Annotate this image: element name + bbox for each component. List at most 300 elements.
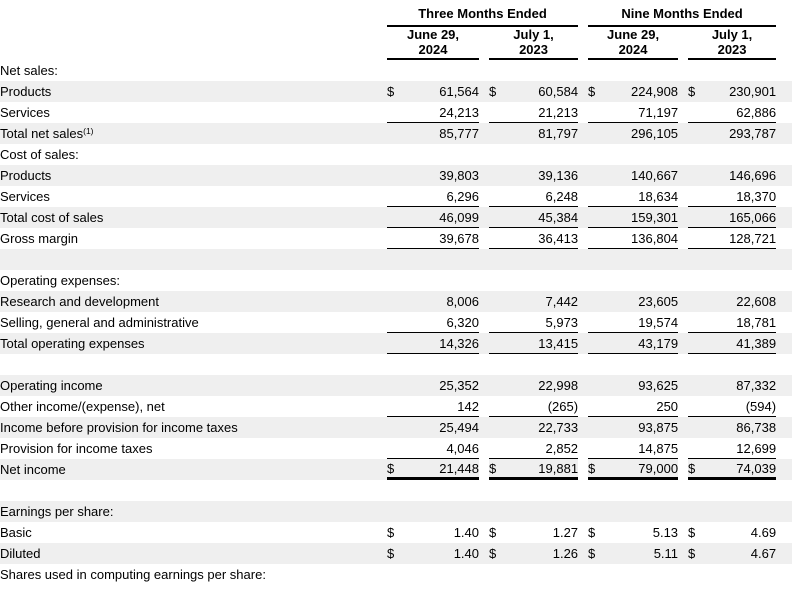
amount-cell: 43,179 xyxy=(604,333,678,354)
table-row xyxy=(0,333,792,354)
column-date-header xyxy=(489,27,578,60)
table-row xyxy=(0,396,792,417)
table-row xyxy=(0,123,792,144)
right-margin-spacer xyxy=(776,81,792,102)
amount-cell: 128,721 xyxy=(704,228,776,249)
column-spacer xyxy=(678,312,688,333)
amount-cell xyxy=(403,270,479,291)
amount-cell: 22,733 xyxy=(505,417,578,438)
column-spacer xyxy=(678,165,688,186)
currency-symbol-cell xyxy=(387,396,403,417)
column-spacer xyxy=(578,102,588,123)
column-spacer xyxy=(678,543,688,564)
currency-symbol-cell xyxy=(387,165,403,186)
amount-cell: 39,678 xyxy=(403,228,479,249)
amount-cell: 21,213 xyxy=(505,102,578,123)
amount-cell xyxy=(604,270,678,291)
column-spacer xyxy=(479,270,489,291)
table-header xyxy=(0,0,792,60)
row-label-cell xyxy=(0,81,387,102)
amount-cell: 22,998 xyxy=(505,375,578,396)
currency-symbol-cell xyxy=(387,123,403,144)
amount-cell xyxy=(704,564,776,585)
column-date-header xyxy=(387,27,479,60)
row-label-cell xyxy=(0,165,387,186)
amount-cell xyxy=(704,144,776,165)
amount-cell: 1.40 xyxy=(403,543,479,564)
currency-symbol-cell: $ xyxy=(688,525,696,540)
table-row xyxy=(0,144,792,165)
currency-symbol-cell xyxy=(688,60,704,81)
column-spacer xyxy=(678,102,688,123)
amount-cell: 22,608 xyxy=(704,291,776,312)
row-label: Net income xyxy=(0,462,66,477)
amount-cell: 13,415 xyxy=(505,333,578,354)
date-line-1: June 29, xyxy=(406,27,460,42)
blank-row-cell xyxy=(0,480,792,501)
currency-symbol-cell xyxy=(588,186,604,207)
currency-symbol-cell xyxy=(489,417,505,438)
currency-symbol-cell xyxy=(688,333,704,354)
amount-cell: 140,667 xyxy=(604,165,678,186)
column-spacer xyxy=(479,543,489,564)
amount-cell: 14,875 xyxy=(604,438,678,459)
amount-cell xyxy=(403,144,479,165)
column-spacer xyxy=(678,60,688,81)
amount-cell: 19,574 xyxy=(604,312,678,333)
table-row xyxy=(0,438,792,459)
amount-cell: 36,413 xyxy=(505,228,578,249)
column-spacer xyxy=(678,186,688,207)
amount-cell xyxy=(704,270,776,291)
right-margin-spacer xyxy=(776,165,792,186)
amount-cell xyxy=(403,501,479,522)
row-label-cell xyxy=(0,396,387,417)
currency-symbol-cell xyxy=(489,228,505,249)
currency-symbol-cell: $ xyxy=(588,459,604,480)
corner-spacer xyxy=(0,27,387,60)
currency-symbol-cell xyxy=(489,564,505,585)
right-margin-spacer xyxy=(776,501,792,522)
row-label: Products xyxy=(0,168,52,183)
currency-symbol-cell xyxy=(489,144,505,165)
amount-cell: 6,248 xyxy=(505,186,578,207)
column-spacer xyxy=(479,165,489,186)
table-row xyxy=(0,375,792,396)
amount-cell: (594) xyxy=(704,396,776,417)
currency-symbol-cell xyxy=(688,123,704,144)
amount-cell: 25,494 xyxy=(403,417,479,438)
column-spacer xyxy=(678,270,688,291)
amount-cell: 5.11 xyxy=(604,543,678,564)
currency-symbol-cell xyxy=(489,333,505,354)
row-label: Services xyxy=(0,105,50,120)
row-label: Provision for income taxes xyxy=(0,441,153,456)
table-row xyxy=(0,291,792,312)
table-row xyxy=(0,501,792,522)
date-line-2: 2024 xyxy=(418,41,448,57)
column-spacer xyxy=(578,291,588,312)
currency-symbol-cell xyxy=(688,291,704,312)
currency-symbol-cell xyxy=(588,564,604,585)
right-margin-spacer xyxy=(776,312,792,333)
currency-symbol-cell xyxy=(588,102,604,123)
column-spacer xyxy=(578,207,588,228)
row-label-cell xyxy=(0,291,387,312)
column-spacer xyxy=(578,438,588,459)
amount-cell: 19,881 xyxy=(505,459,578,480)
currency-symbol-cell xyxy=(588,375,604,396)
column-spacer xyxy=(678,438,688,459)
row-label-cell xyxy=(0,417,387,438)
row-label: Products xyxy=(0,84,52,99)
column-spacer xyxy=(578,27,588,60)
currency-symbol-cell xyxy=(489,312,505,333)
currency-symbol-cell xyxy=(588,501,604,522)
column-spacer xyxy=(479,207,489,228)
date-line-1: June 29, xyxy=(607,27,660,42)
table-row xyxy=(0,459,792,480)
row-label-cell xyxy=(0,375,387,396)
column-spacer xyxy=(678,522,688,543)
currency-symbol-cell xyxy=(588,312,604,333)
right-margin-spacer xyxy=(776,438,792,459)
amount-cell: 8,006 xyxy=(403,291,479,312)
currency-symbol-cell xyxy=(588,228,604,249)
amount-cell: 5,973 xyxy=(505,312,578,333)
row-label-cell xyxy=(0,270,387,291)
currency-symbol-cell xyxy=(688,501,704,522)
column-spacer xyxy=(479,60,489,81)
right-margin-spacer xyxy=(776,123,792,144)
currency-symbol-cell xyxy=(489,396,505,417)
column-date-row xyxy=(0,27,792,60)
amount-cell: 46,099 xyxy=(403,207,479,228)
currency-symbol-cell xyxy=(688,228,704,249)
row-label: Shares used in computing earnings per share: xyxy=(0,567,266,582)
column-spacer xyxy=(479,228,489,249)
currency-symbol-cell xyxy=(588,396,604,417)
column-spacer xyxy=(578,417,588,438)
column-spacer xyxy=(578,333,588,354)
column-spacer xyxy=(678,291,688,312)
column-spacer xyxy=(678,375,688,396)
amount-cell xyxy=(505,501,578,522)
column-spacer xyxy=(479,438,489,459)
row-label-cell xyxy=(0,522,387,543)
right-margin-spacer xyxy=(776,396,792,417)
currency-symbol-cell xyxy=(387,186,403,207)
amount-cell xyxy=(604,564,678,585)
amount-cell: 81,797 xyxy=(505,123,578,144)
currency-symbol-cell xyxy=(588,438,604,459)
column-spacer xyxy=(678,333,688,354)
amount-cell: 7,442 xyxy=(505,291,578,312)
amount-cell: 39,136 xyxy=(505,165,578,186)
row-label: Operating income xyxy=(0,378,103,393)
currency-symbol-cell xyxy=(387,60,403,81)
row-label: Diluted xyxy=(0,546,41,561)
currency-symbol-cell: $ xyxy=(588,525,596,540)
column-spacer xyxy=(479,81,489,102)
amount-cell: 4,046 xyxy=(403,438,479,459)
table-row xyxy=(0,270,792,291)
table-row xyxy=(0,81,792,102)
column-spacer xyxy=(578,312,588,333)
amount-cell xyxy=(704,501,776,522)
column-spacer xyxy=(578,522,588,543)
amount-cell: 41,389 xyxy=(704,333,776,354)
column-spacer xyxy=(479,522,489,543)
column-spacer xyxy=(578,60,588,81)
column-spacer xyxy=(479,333,489,354)
right-margin-spacer xyxy=(776,333,792,354)
right-margin-spacer xyxy=(776,522,792,543)
row-label-cell xyxy=(0,207,387,228)
amount-cell: 159,301 xyxy=(604,207,678,228)
currency-symbol-cell xyxy=(688,417,704,438)
currency-symbol-cell xyxy=(489,270,505,291)
amount-cell xyxy=(704,60,776,81)
currency-symbol-cell xyxy=(688,102,704,123)
currency-symbol-cell: $ xyxy=(489,525,497,540)
amount-cell: 74,039 xyxy=(704,459,776,480)
currency-symbol-cell xyxy=(489,438,505,459)
currency-symbol-cell xyxy=(588,123,604,144)
column-spacer xyxy=(479,27,489,60)
date-line-2: 2024 xyxy=(618,41,648,57)
currency-symbol-cell xyxy=(387,207,403,228)
currency-symbol-cell: $ xyxy=(489,81,505,102)
row-label: Total cost of sales xyxy=(0,210,104,225)
currency-symbol-cell xyxy=(688,312,704,333)
column-spacer xyxy=(578,543,588,564)
column-spacer xyxy=(678,123,688,144)
currency-symbol-cell xyxy=(588,417,604,438)
amount-cell: 1.27 xyxy=(552,525,579,540)
column-spacer xyxy=(578,459,588,480)
row-label: Selling, general and administrative xyxy=(0,315,199,330)
column-spacer xyxy=(578,144,588,165)
right-margin-spacer xyxy=(776,144,792,165)
table-row xyxy=(0,312,792,333)
amount-cell: 1.26 xyxy=(505,543,578,564)
amount-cell: 85,777 xyxy=(403,123,479,144)
currency-symbol-cell: $ xyxy=(387,459,403,480)
blank-row-cell xyxy=(0,249,792,270)
currency-symbol-cell: $ xyxy=(688,543,704,564)
amount-cell xyxy=(505,144,578,165)
currency-symbol-cell: $ xyxy=(688,81,704,102)
column-spacer xyxy=(678,27,688,60)
row-label: Earnings per share: xyxy=(0,504,114,519)
currency-symbol-cell xyxy=(387,102,403,123)
right-margin-spacer xyxy=(776,207,792,228)
amount-cell: 21,448 xyxy=(403,459,479,480)
table-row xyxy=(0,417,792,438)
date-line-2: 2023 xyxy=(717,41,747,57)
amount-cell xyxy=(604,501,678,522)
currency-symbol-cell xyxy=(387,375,403,396)
row-label: Gross margin xyxy=(0,231,79,246)
blank-row-cell xyxy=(0,354,792,375)
amount-cell: 296,105 xyxy=(604,123,678,144)
period-group-header: Nine Months Ended xyxy=(588,0,776,27)
currency-symbol-cell xyxy=(688,165,704,186)
currency-symbol-cell xyxy=(688,186,704,207)
row-label: Income before provision for income taxes xyxy=(0,420,238,435)
currency-symbol-cell xyxy=(588,291,604,312)
amount-cell: 146,696 xyxy=(704,165,776,186)
amount-cell xyxy=(505,564,578,585)
currency-symbol-cell: $ xyxy=(688,459,704,480)
currency-symbol-cell xyxy=(387,438,403,459)
column-spacer xyxy=(678,501,688,522)
row-label: Basic xyxy=(0,525,32,540)
period-group-row xyxy=(0,0,792,27)
row-label-cell xyxy=(0,459,387,480)
amount-cell xyxy=(505,270,578,291)
amount-cell: 18,781 xyxy=(704,312,776,333)
column-spacer xyxy=(578,270,588,291)
table-body xyxy=(0,60,792,585)
right-margin-spacer xyxy=(776,186,792,207)
row-label-cell xyxy=(0,312,387,333)
row-label-cell xyxy=(0,228,387,249)
column-date-header xyxy=(688,27,776,60)
currency-symbol-cell: $ xyxy=(387,525,395,540)
amount-cell: 23,605 xyxy=(604,291,678,312)
amount-cell xyxy=(604,144,678,165)
amount-cell: 250 xyxy=(604,396,678,417)
amount-cell: 93,625 xyxy=(604,375,678,396)
amount-cell: 79,000 xyxy=(604,459,678,480)
group-spacer xyxy=(578,0,588,27)
amount-cell: 6,296 xyxy=(403,186,479,207)
amount-cell: (265) xyxy=(505,396,578,417)
right-margin-spacer xyxy=(776,543,792,564)
currency-symbol-cell xyxy=(588,144,604,165)
amount-cell: 142 xyxy=(403,396,479,417)
amount-cell: 18,634 xyxy=(604,186,678,207)
amount-cell: 25,352 xyxy=(403,375,479,396)
currency-symbol-cell xyxy=(688,396,704,417)
right-margin-spacer xyxy=(776,375,792,396)
column-spacer xyxy=(578,186,588,207)
amount-cell: 293,787 xyxy=(704,123,776,144)
amount-cell: 1.40 xyxy=(453,525,479,540)
column-spacer xyxy=(479,375,489,396)
amount-cell: 2,852 xyxy=(505,438,578,459)
amount-cell xyxy=(403,60,479,81)
column-spacer xyxy=(479,417,489,438)
column-spacer xyxy=(479,396,489,417)
amount-cell: 71,197 xyxy=(604,102,678,123)
amount-cell: 4.69 xyxy=(750,525,777,540)
right-margin-spacer xyxy=(776,459,792,480)
row-label: Research and development xyxy=(0,294,159,309)
currency-symbol-cell xyxy=(688,144,704,165)
column-spacer xyxy=(678,207,688,228)
amount-cell: 224,908 xyxy=(604,81,678,102)
currency-symbol-cell: $ xyxy=(588,543,604,564)
right-margin-spacer xyxy=(776,27,792,60)
column-spacer xyxy=(479,102,489,123)
table-row xyxy=(0,186,792,207)
amount-cell: 93,875 xyxy=(604,417,678,438)
currency-symbol-cell xyxy=(387,564,403,585)
currency-symbol-cell xyxy=(688,270,704,291)
currency-symbol-cell: $ xyxy=(588,81,604,102)
row-label-cell xyxy=(0,501,387,522)
table-row xyxy=(0,102,792,123)
row-label-cell xyxy=(0,60,387,81)
date-line-1: July 1, xyxy=(711,27,753,42)
currency-symbol-cell xyxy=(588,270,604,291)
currency-symbol-cell xyxy=(489,501,505,522)
currency-symbol-cell xyxy=(489,165,505,186)
amount-cell: 24,213 xyxy=(403,102,479,123)
table-row xyxy=(0,522,792,543)
column-spacer xyxy=(678,417,688,438)
currency-symbol-cell xyxy=(588,207,604,228)
row-label-cell xyxy=(0,102,387,123)
table-row xyxy=(0,564,792,585)
column-spacer xyxy=(678,564,688,585)
amount-cell: 87,332 xyxy=(704,375,776,396)
currency-symbol-cell xyxy=(387,501,403,522)
amount-cell: 39,803 xyxy=(403,165,479,186)
currency-symbol-cell xyxy=(688,438,704,459)
currency-symbol-cell: $ xyxy=(387,543,403,564)
currency-symbol-cell xyxy=(688,375,704,396)
currency-symbol-cell xyxy=(489,186,505,207)
row-label-cell xyxy=(0,438,387,459)
currency-symbol-cell xyxy=(588,60,604,81)
currency-symbol-cell: $ xyxy=(489,543,505,564)
row-label: Net sales: xyxy=(0,63,58,78)
row-label-cell xyxy=(0,564,387,585)
column-spacer xyxy=(578,501,588,522)
column-spacer xyxy=(678,396,688,417)
column-date-header xyxy=(588,27,678,60)
amount-cell: 61,564 xyxy=(403,81,479,102)
right-margin-spacer xyxy=(776,417,792,438)
amount-cell: 45,384 xyxy=(505,207,578,228)
column-spacer xyxy=(479,186,489,207)
currency-symbol-cell xyxy=(387,144,403,165)
currency-symbol-cell xyxy=(387,333,403,354)
currency-symbol-cell xyxy=(387,228,403,249)
row-label: Services xyxy=(0,189,50,204)
row-label-cell xyxy=(0,144,387,165)
table-row xyxy=(0,354,792,375)
corner-spacer xyxy=(0,0,387,27)
row-label: Other income/(expense), net xyxy=(0,399,165,414)
column-spacer xyxy=(578,396,588,417)
row-label-cell xyxy=(0,186,387,207)
amount-cell: 6,320 xyxy=(403,312,479,333)
column-spacer xyxy=(479,564,489,585)
currency-symbol-cell xyxy=(387,417,403,438)
right-margin-spacer xyxy=(776,564,792,585)
amount-cell: 60,584 xyxy=(505,81,578,102)
column-spacer xyxy=(578,375,588,396)
currency-symbol-cell xyxy=(489,123,505,144)
currency-symbol-cell xyxy=(588,165,604,186)
amount-cell xyxy=(403,564,479,585)
currency-symbol-cell: $ xyxy=(489,459,505,480)
